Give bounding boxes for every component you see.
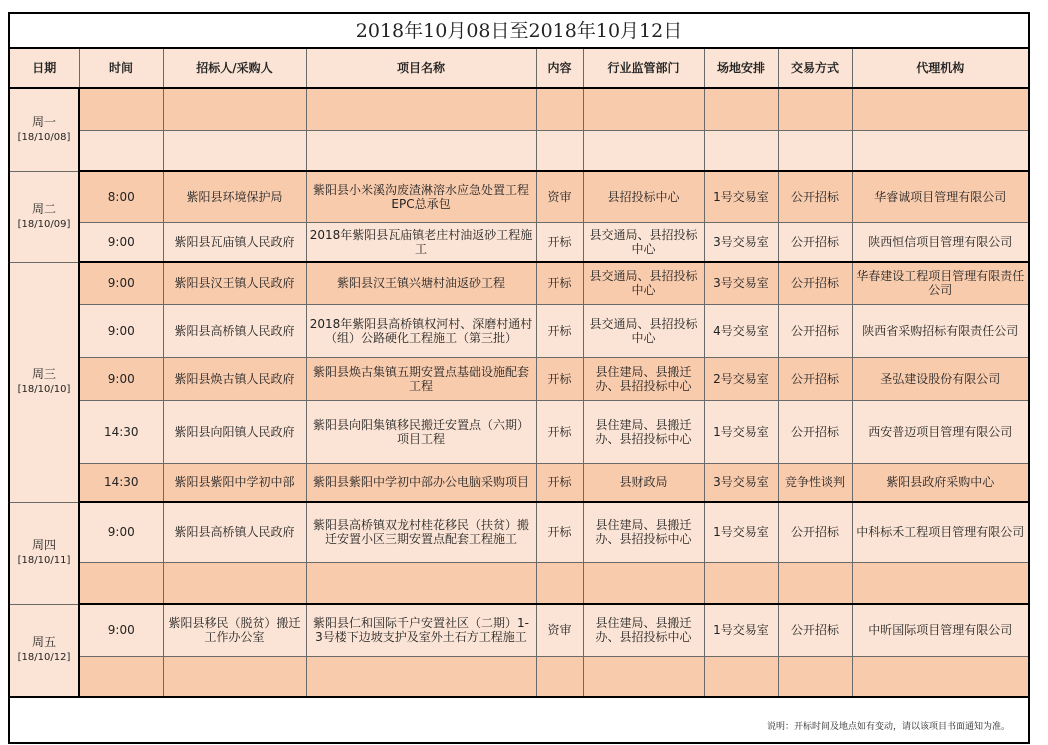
agency-cell: 中科标禾工程项目管理有限公司 bbox=[852, 502, 1029, 562]
venue-cell: 3号交易室 bbox=[704, 463, 778, 502]
method-cell: 公开招标 bbox=[778, 502, 852, 562]
time-cell: 9:00 bbox=[79, 304, 163, 357]
venue-cell: 3号交易室 bbox=[704, 222, 778, 262]
content-cell bbox=[536, 656, 583, 697]
agency-cell bbox=[852, 88, 1029, 130]
project-name-cell: 紫阳县紫阳中学初中部办公电脑采购项目 bbox=[306, 463, 536, 502]
column-header: 时间 bbox=[79, 48, 163, 88]
day-label: 周四 bbox=[31, 538, 56, 552]
method-cell bbox=[778, 88, 852, 130]
time-cell: 9:00 bbox=[79, 222, 163, 262]
project-name-cell: 紫阳县汉王镇兴塘村油返砂工程 bbox=[306, 262, 536, 304]
day-date: [18/10/12] bbox=[17, 652, 71, 664]
tenderer-cell bbox=[163, 88, 306, 130]
content-cell bbox=[536, 562, 583, 604]
agency-cell bbox=[852, 656, 1029, 697]
footer-note: 说明：开标时间及地点如有变动，请以该项目书面通知为准。 bbox=[9, 697, 1029, 743]
project-name-cell: 紫阳县仁和国际千户安置社区（二期）1-3号楼下边坡支护及室外土石方工程施工 bbox=[306, 604, 536, 656]
time-cell: 9:00 bbox=[79, 604, 163, 656]
tenderer-cell: 紫阳县向阳镇人民政府 bbox=[163, 400, 306, 463]
venue-cell: 2号交易室 bbox=[704, 357, 778, 400]
agency-cell: 圣弘建设股份有限公司 bbox=[852, 357, 1029, 400]
agency-cell bbox=[852, 130, 1029, 171]
time-cell bbox=[79, 88, 163, 130]
day-label: 周三 bbox=[31, 367, 56, 381]
day-cell bbox=[9, 502, 79, 604]
project-name-cell: 紫阳县小米溪沟废渣淋溶水应急处置工程 EPC总承包 bbox=[306, 171, 536, 222]
content-cell bbox=[536, 88, 583, 130]
tenderer-cell: 紫阳县紫阳中学初中部 bbox=[163, 463, 306, 502]
venue-cell: 4号交易室 bbox=[704, 304, 778, 357]
department-cell: 县交通局、县招投标中心 bbox=[583, 222, 704, 262]
table-row bbox=[9, 562, 1029, 604]
time-cell bbox=[79, 130, 163, 171]
department-cell bbox=[583, 656, 704, 697]
project-name-cell: 紫阳县高桥镇双龙村桂花移民（扶贫）搬迁安置小区三期安置点配套工程施工 bbox=[306, 502, 536, 562]
agency-cell: 中昕国际项目管理有限公司 bbox=[852, 604, 1029, 656]
content-cell: 开标 bbox=[536, 262, 583, 304]
department-cell: 县招投标中心 bbox=[583, 171, 704, 222]
tenderer-cell bbox=[163, 656, 306, 697]
table-row bbox=[9, 262, 1029, 304]
content-cell: 开标 bbox=[536, 304, 583, 357]
time-cell: 9:00 bbox=[79, 262, 163, 304]
method-cell: 公开招标 bbox=[778, 222, 852, 262]
venue-cell: 1号交易室 bbox=[704, 171, 778, 222]
day-label: 周二 bbox=[31, 201, 56, 216]
tenderer-cell: 紫阳县瓦庙镇人民政府 bbox=[163, 222, 306, 262]
table-row bbox=[9, 502, 1029, 562]
venue-cell: 1号交易室 bbox=[704, 604, 778, 656]
agency-cell: 华春建设工程项目管理有限责任公司 bbox=[852, 262, 1029, 304]
table-row bbox=[9, 222, 1029, 262]
column-header: 项目名称 bbox=[306, 48, 536, 88]
venue-cell: 1号交易室 bbox=[704, 502, 778, 562]
time-cell: 9:00 bbox=[79, 357, 163, 400]
table-row bbox=[9, 88, 1029, 130]
method-cell bbox=[778, 130, 852, 171]
time-cell bbox=[79, 562, 163, 604]
agency-cell bbox=[852, 562, 1029, 604]
content-cell: 开标 bbox=[536, 463, 583, 502]
project-name-cell: 紫阳县焕古集镇五期安置点基础设施配套工程 bbox=[306, 357, 536, 400]
venue-cell bbox=[704, 88, 778, 130]
content-cell: 资审 bbox=[536, 171, 583, 222]
department-cell: 县住建局、县搬迁办、县招投标中心 bbox=[583, 604, 704, 656]
department-cell: 县住建局、县搬迁办、县招投标中心 bbox=[583, 502, 704, 562]
content-cell: 开标 bbox=[536, 502, 583, 562]
department-cell bbox=[583, 562, 704, 604]
table-row bbox=[9, 604, 1029, 656]
content-cell: 开标 bbox=[536, 357, 583, 400]
project-name-cell bbox=[306, 130, 536, 171]
table-row bbox=[9, 304, 1029, 357]
table-row bbox=[9, 463, 1029, 502]
tenderer-cell bbox=[163, 562, 306, 604]
schedule-sheet bbox=[8, 12, 1028, 744]
project-name-cell: 2018年紫阳县瓦庙镇老庄村油返砂工程施工 bbox=[306, 222, 536, 262]
tenderer-cell: 紫阳县高桥镇人民政府 bbox=[163, 502, 306, 562]
department-cell bbox=[583, 130, 704, 171]
day-date: [18/10/10] bbox=[17, 384, 71, 395]
column-header: 交易方式 bbox=[778, 48, 852, 88]
project-name-cell: 2018年紫阳县高桥镇权河村、深磨村通村（组）公路硬化工程施工（第三批） bbox=[306, 304, 536, 357]
day-date: [18/10/08] bbox=[17, 131, 71, 143]
method-cell: 竞争性谈判 bbox=[778, 463, 852, 502]
method-cell: 公开招标 bbox=[778, 357, 852, 400]
department-cell: 县住建局、县搬迁办、县招投标中心 bbox=[583, 400, 704, 463]
department-cell: 县财政局 bbox=[583, 463, 704, 502]
venue-cell bbox=[704, 130, 778, 171]
table-row bbox=[9, 357, 1029, 400]
table-row bbox=[9, 130, 1029, 171]
time-cell: 9:00 bbox=[79, 502, 163, 562]
day-date: [18/10/11] bbox=[17, 555, 71, 566]
time-cell: 14:30 bbox=[79, 463, 163, 502]
table-row bbox=[9, 171, 1029, 222]
column-header: 日期 bbox=[9, 48, 79, 88]
table-row bbox=[9, 400, 1029, 463]
method-cell bbox=[778, 562, 852, 604]
project-name-cell bbox=[306, 562, 536, 604]
project-name-cell bbox=[306, 656, 536, 697]
tenderer-cell bbox=[163, 130, 306, 171]
time-cell: 14:30 bbox=[79, 400, 163, 463]
project-name-cell: 紫阳县向阳集镇移民搬迁安置点（六期）项目工程 bbox=[306, 400, 536, 463]
time-cell: 8:00 bbox=[79, 171, 163, 222]
method-cell: 公开招标 bbox=[778, 262, 852, 304]
tenderer-cell: 紫阳县高桥镇人民政府 bbox=[163, 304, 306, 357]
column-header: 代理机构 bbox=[852, 48, 1029, 88]
tenderer-cell: 紫阳县焕古镇人民政府 bbox=[163, 357, 306, 400]
project-name-cell bbox=[306, 88, 536, 130]
venue-cell bbox=[704, 562, 778, 604]
department-cell bbox=[583, 88, 704, 130]
agency-cell: 华睿诚项目管理有限公司 bbox=[852, 171, 1029, 222]
agency-cell: 西安普迈项目管理有限公司 bbox=[852, 400, 1029, 463]
method-cell: 公开招标 bbox=[778, 400, 852, 463]
column-header: 行业监管部门 bbox=[583, 48, 704, 88]
column-header: 招标人/采购人 bbox=[163, 48, 306, 88]
tenderer-cell: 紫阳县汉王镇人民政府 bbox=[163, 262, 306, 304]
method-cell: 公开招标 bbox=[778, 304, 852, 357]
tenderer-cell: 紫阳县环境保护局 bbox=[163, 171, 306, 222]
day-label: 周五 bbox=[31, 635, 56, 650]
day-cell bbox=[9, 262, 79, 502]
table-row bbox=[9, 656, 1029, 697]
method-cell: 公开招标 bbox=[778, 604, 852, 656]
content-cell: 开标 bbox=[536, 400, 583, 463]
department-cell: 县交通局、县招投标中心 bbox=[583, 262, 704, 304]
content-cell bbox=[536, 130, 583, 171]
venue-cell: 3号交易室 bbox=[704, 262, 778, 304]
department-cell: 县住建局、县搬迁办、县招投标中心 bbox=[583, 357, 704, 400]
agency-cell: 陕西省采购招标有限责任公司 bbox=[852, 304, 1029, 357]
column-header: 内容 bbox=[536, 48, 583, 88]
content-cell: 开标 bbox=[536, 222, 583, 262]
department-cell: 县交通局、县招投标中心 bbox=[583, 304, 704, 357]
time-cell bbox=[79, 656, 163, 697]
day-label: 周一 bbox=[31, 114, 56, 129]
agency-cell: 紫阳县政府采购中心 bbox=[852, 463, 1029, 502]
day-cell bbox=[9, 88, 79, 171]
day-cell bbox=[9, 604, 79, 697]
method-cell: 公开招标 bbox=[778, 171, 852, 222]
tenderer-cell: 紫阳县移民（脱贫）搬迁工作办公室 bbox=[163, 604, 306, 656]
day-date: [18/10/09] bbox=[17, 218, 71, 230]
page-title: 2018年10月08日至2018年10月12日 bbox=[9, 13, 1029, 48]
method-cell bbox=[778, 656, 852, 697]
venue-cell: 1号交易室 bbox=[704, 400, 778, 463]
column-header: 场地安排 bbox=[704, 48, 778, 88]
content-cell: 资审 bbox=[536, 604, 583, 656]
day-cell bbox=[9, 171, 79, 262]
venue-cell bbox=[704, 656, 778, 697]
schedule-table bbox=[8, 12, 1030, 744]
agency-cell: 陕西恒信项目管理有限公司 bbox=[852, 222, 1029, 262]
